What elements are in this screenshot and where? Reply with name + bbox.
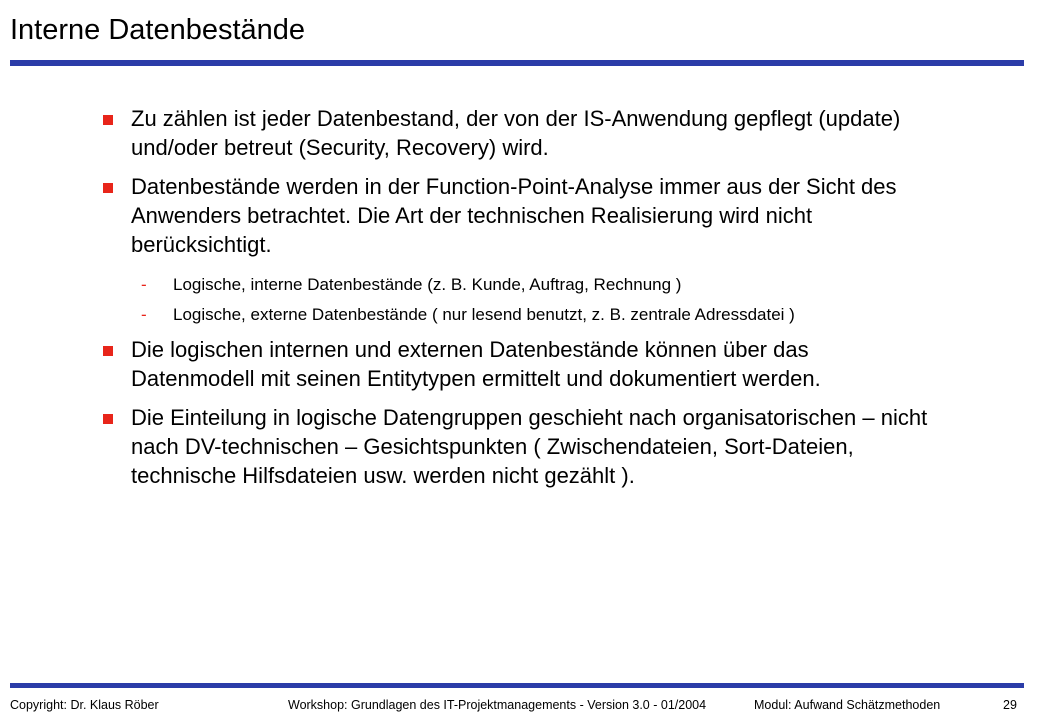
footer-copyright: Copyright: Dr. Klaus Röber — [10, 698, 159, 712]
slide-title: Interne Datenbestände — [10, 14, 306, 46]
bullet-item — [103, 335, 933, 393]
square-bullet-icon — [103, 115, 113, 125]
footer-divider — [10, 683, 1024, 688]
page-number: 29 — [1003, 698, 1017, 712]
square-bullet-icon — [103, 346, 113, 356]
slide-content — [103, 104, 933, 500]
bullet-item — [103, 172, 933, 259]
sub-list — [103, 273, 933, 327]
dash-bullet-icon: - — [141, 305, 147, 324]
bullet-text: Datenbestände werden in der Function-Point-Analyse immer aus der Sicht des Anwenders betrachtet. Die Art der technischen Realisierung wird nicht berücksichtigt. — [131, 174, 897, 257]
bullet-item — [103, 403, 933, 490]
sub-item-text: Logische, interne Datenbestände (z. B. Kunde, Auftrag, Rechnung ) — [173, 275, 682, 294]
bullet-text: Die logischen internen und externen Datenbestände können über das Datenmodell mit seinen Entitytypen ermittelt und dokumentiert werden. — [131, 337, 821, 391]
dash-bullet-icon: - — [141, 275, 147, 294]
footer-modul: Modul: Aufwand Schätzmethoden — [754, 698, 941, 712]
sub-item-text: Logische, externe Datenbestände ( nur lesend benutzt, z. B. zentrale Adressdatei ) — [173, 305, 795, 324]
bullet-item — [103, 104, 933, 162]
footer-workshop: Workshop: Grundlagen des IT-Projektmanagements - Version 3.0 - 01/2004 — [288, 698, 707, 712]
bullet-text: Zu zählen ist jeder Datenbestand, der von der IS-Anwendung gepflegt (update) und/oder betreut (Security, Recovery) wird. — [131, 106, 901, 160]
sub-item — [103, 303, 933, 327]
square-bullet-icon — [103, 414, 113, 424]
square-bullet-icon — [103, 183, 113, 193]
bullet-text: Die Einteilung in logische Datengruppen geschieht nach organisatorischen – nicht nach DV-technischen – Gesichtspunkten ( Zwischendateien, Sort-Dateien, technische Hilfsdateien usw. werden nicht gezählt ). — [131, 405, 928, 488]
sub-item — [103, 273, 933, 297]
title-divider — [10, 60, 1024, 66]
